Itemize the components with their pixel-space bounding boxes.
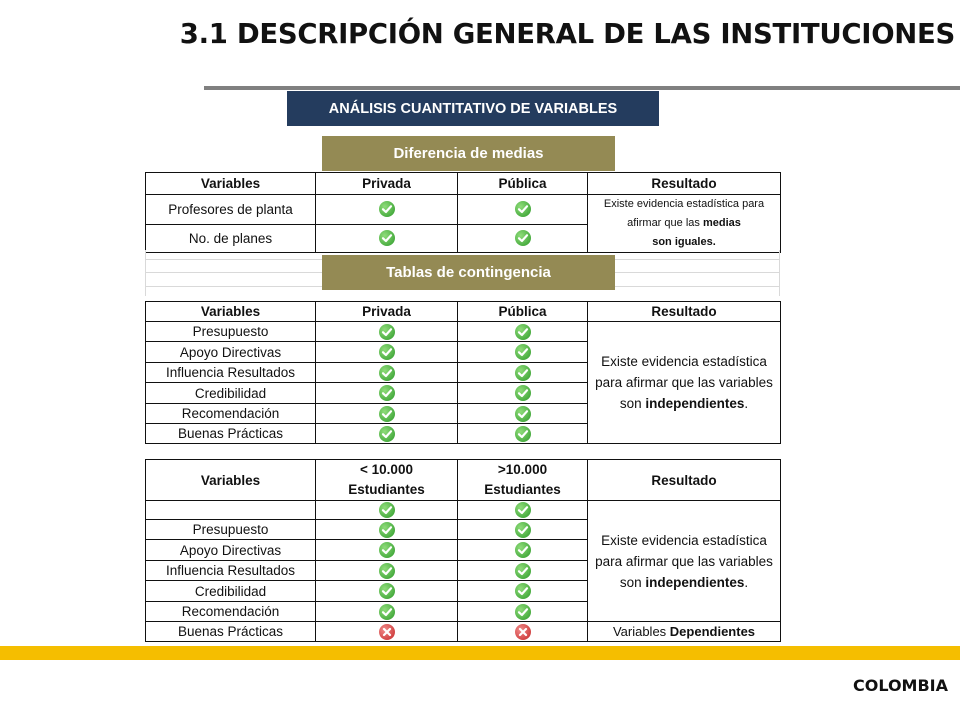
header-resultado: Resultado (588, 302, 781, 322)
mark-cell (316, 342, 458, 363)
variable-label: Influencia Resultados (146, 561, 316, 581)
header-variables: Variables (146, 460, 316, 501)
variable-label: Apoyo Directivas (146, 540, 316, 561)
variable-label (146, 501, 316, 520)
footer-country: COLOMBIA (852, 676, 948, 695)
mark-cell (458, 404, 588, 424)
header-line: Estudiantes (484, 482, 561, 497)
header-resultado: Resultado (588, 460, 781, 501)
header-line: Estudiantes (348, 482, 425, 497)
diferencia-banner: Diferencia de medias (322, 136, 615, 171)
variable-label: Credibilidad (146, 383, 316, 404)
mark-cell (316, 195, 458, 225)
result-text: Existe evidencia estadística para afirmar que las variables son (595, 532, 773, 590)
variable-label: Influencia Resultados (146, 363, 316, 383)
check-icon (379, 604, 395, 620)
check-icon (379, 563, 395, 579)
mark-cell (458, 581, 588, 602)
title-underline (204, 86, 960, 90)
result-cell (588, 195, 781, 253)
mark-cell (316, 581, 458, 602)
check-icon (515, 230, 531, 246)
mark-cell (316, 501, 458, 520)
variable-label: No. de planes (146, 224, 316, 253)
estudiantes-table (145, 459, 781, 642)
check-icon (379, 344, 395, 360)
grid-line (779, 250, 780, 296)
cross-icon (515, 624, 531, 640)
header-mas-10000 (458, 460, 588, 501)
result-bold: independientes (645, 396, 745, 411)
result-cell (588, 322, 781, 444)
variable-label: Apoyo Directivas (146, 342, 316, 363)
mark-cell (458, 322, 588, 342)
check-icon (379, 324, 395, 340)
grid-line (145, 250, 146, 296)
mark-cell (316, 622, 458, 642)
result-text: Variables (612, 624, 667, 639)
cross-icon (379, 624, 395, 640)
check-icon (515, 426, 531, 442)
result-bold: independientes (645, 574, 745, 590)
header-menos-10000 (316, 460, 458, 501)
mark-cell (458, 520, 588, 540)
variable-label: Buenas Prácticas (146, 424, 316, 444)
check-icon (379, 542, 395, 558)
check-icon (379, 365, 395, 381)
mark-cell (458, 501, 588, 520)
mark-cell (458, 363, 588, 383)
variable-label: Recomendación (146, 404, 316, 424)
variable-label: Buenas Prácticas (146, 622, 316, 642)
mark-cell (316, 363, 458, 383)
mark-cell (458, 540, 588, 561)
result-period: . (744, 574, 749, 590)
mark-cell (316, 224, 458, 253)
check-icon (379, 426, 395, 442)
mark-cell (316, 602, 458, 622)
footer-accent-bar (0, 646, 960, 660)
mark-cell (458, 622, 588, 642)
mark-cell (458, 424, 588, 444)
check-icon (515, 502, 531, 518)
dependientes-cell (588, 622, 781, 642)
header-line: < 10.000 (360, 462, 413, 477)
mark-cell (316, 540, 458, 561)
header-privada: Privada (316, 302, 458, 322)
check-icon (515, 365, 531, 381)
section-banner: ANÁLISIS CUANTITATIVO DE VARIABLES (287, 91, 659, 126)
mark-cell (316, 404, 458, 424)
mark-cell (458, 224, 588, 253)
result-text: Existe evidencia estadística para afirmar que las (603, 198, 765, 229)
header-variables: Variables (146, 302, 316, 322)
header-variables: Variables (146, 173, 316, 195)
check-icon (515, 201, 531, 217)
variable-label: Recomendación (146, 602, 316, 622)
check-icon (379, 406, 395, 422)
contingencia-banner: Tablas de contingencia (322, 255, 615, 290)
header-publica: Pública (458, 173, 588, 195)
result-cell (588, 501, 781, 622)
check-icon (515, 324, 531, 340)
check-icon (379, 502, 395, 518)
header-resultado: Resultado (588, 173, 781, 195)
result-text: Existe evidencia estadística para afirmar que las variables son (595, 354, 773, 411)
variable-label: Presupuesto (146, 322, 316, 342)
check-icon (515, 583, 531, 599)
variable-label: Profesores de planta (146, 195, 316, 225)
check-icon (379, 201, 395, 217)
mark-cell (316, 561, 458, 581)
mark-cell (316, 520, 458, 540)
check-icon (379, 583, 395, 599)
check-icon (515, 563, 531, 579)
mark-cell (316, 383, 458, 404)
header-publica: Pública (458, 302, 588, 322)
mark-cell (458, 383, 588, 404)
variable-label: Presupuesto (146, 520, 316, 540)
mark-cell (316, 424, 458, 444)
check-icon (379, 230, 395, 246)
result-bold: Dependientes (669, 624, 756, 639)
header-line: >10.000 (497, 462, 548, 477)
mark-cell (316, 322, 458, 342)
contingencia-table (145, 301, 781, 444)
check-icon (515, 344, 531, 360)
mark-cell (458, 342, 588, 363)
variable-label: Credibilidad (146, 581, 316, 602)
result-period: . (744, 396, 749, 411)
page-title: 3.1 DESCRIPCIÓN GENERAL DE LAS INSTITUCIONES (179, 18, 955, 50)
mark-cell (458, 602, 588, 622)
check-icon (515, 385, 531, 401)
mark-cell (458, 561, 588, 581)
check-icon (515, 604, 531, 620)
mark-cell (458, 195, 588, 225)
result-bold: medias (702, 217, 741, 229)
check-icon (379, 385, 395, 401)
check-icon (515, 542, 531, 558)
result-bold: son iguales. (652, 236, 716, 248)
diferencia-table (145, 172, 781, 253)
check-icon (515, 406, 531, 422)
check-icon (515, 522, 531, 538)
check-icon (379, 522, 395, 538)
header-privada: Privada (316, 173, 458, 195)
